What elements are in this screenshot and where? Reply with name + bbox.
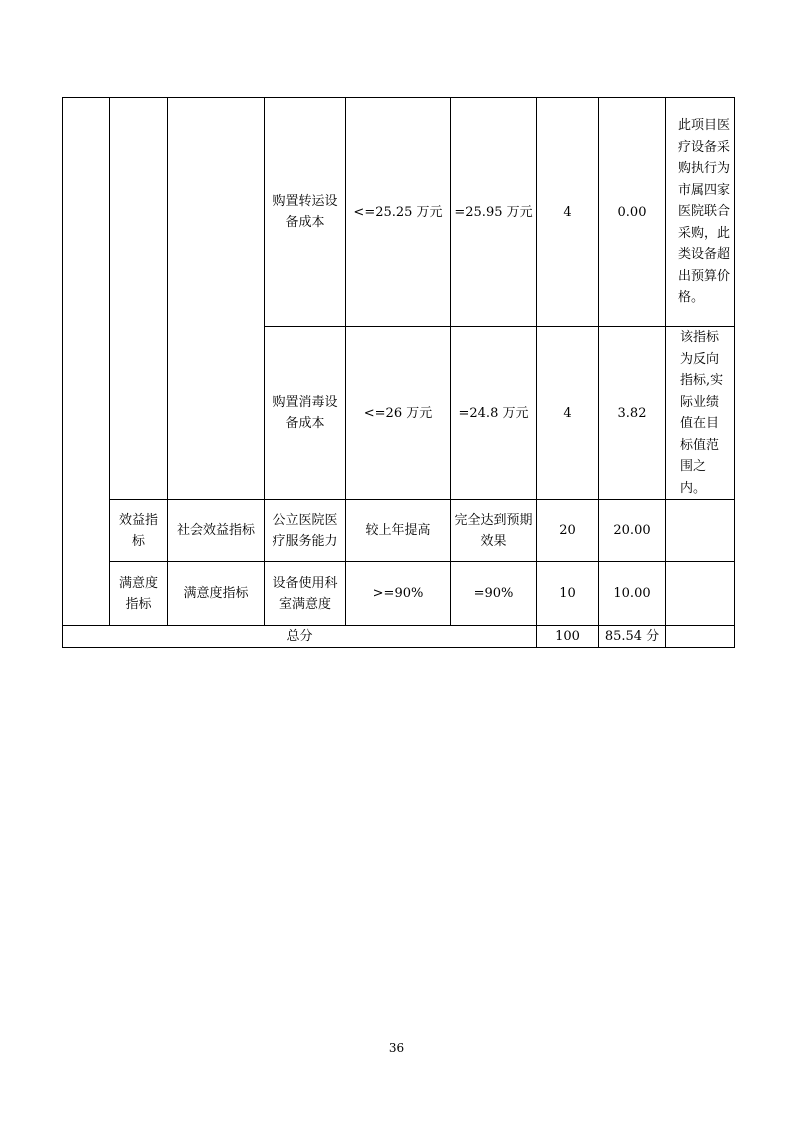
total-weight-cell: 100 [537,626,599,648]
level1-cell: 满意度指标 [110,562,168,626]
target-cell: 较上年提高 [346,500,451,562]
note-cell: 该指标为反向指标,实际业绩值在目标值范围之内。 [666,327,735,500]
level1-cell: 效益指标 [110,500,168,562]
score-cell: 0.00 [599,98,666,327]
note-cell: 此项目医疗设备采购执行为市属四家医院联合采购，此类设备超出预算价格。 [666,98,735,327]
note-cell [666,562,735,626]
blank-cell [168,98,265,500]
note-cell [666,500,735,562]
total-row [63,626,735,648]
performance-table [62,97,735,648]
indicator-cell: 购置转运设备成本 [265,98,346,327]
total-note-cell [666,626,735,648]
actual-cell: =90% [451,562,537,626]
indicator-cell: 购置消毒设备成本 [265,327,346,500]
total-score-cell: 85.54 分 [599,626,666,648]
table-row [63,500,735,562]
blank-cell [110,98,168,500]
target-cell: <=26 万元 [346,327,451,500]
indicator-cell: 设备使用科室满意度 [265,562,346,626]
table-row [63,562,735,626]
target-cell: <=25.25 万元 [346,98,451,327]
table-row [63,98,735,327]
weight-cell: 10 [537,562,599,626]
actual-cell: 完全达到预期效果 [451,500,537,562]
total-label-cell: 总分 [63,626,537,648]
score-cell: 10.00 [599,562,666,626]
actual-cell: =24.8 万元 [451,327,537,500]
target-cell: >=90% [346,562,451,626]
indicator-cell: 公立医院医疗服务能力 [265,500,346,562]
blank-cell [63,98,110,626]
level2-cell: 满意度指标 [168,562,265,626]
score-cell: 20.00 [599,500,666,562]
score-cell: 3.82 [599,327,666,500]
weight-cell: 4 [537,98,599,327]
page-number: 36 [388,1041,405,1055]
weight-cell: 4 [537,327,599,500]
actual-cell: =25.95 万元 [451,98,537,327]
weight-cell: 20 [537,500,599,562]
level2-cell: 社会效益指标 [168,500,265,562]
